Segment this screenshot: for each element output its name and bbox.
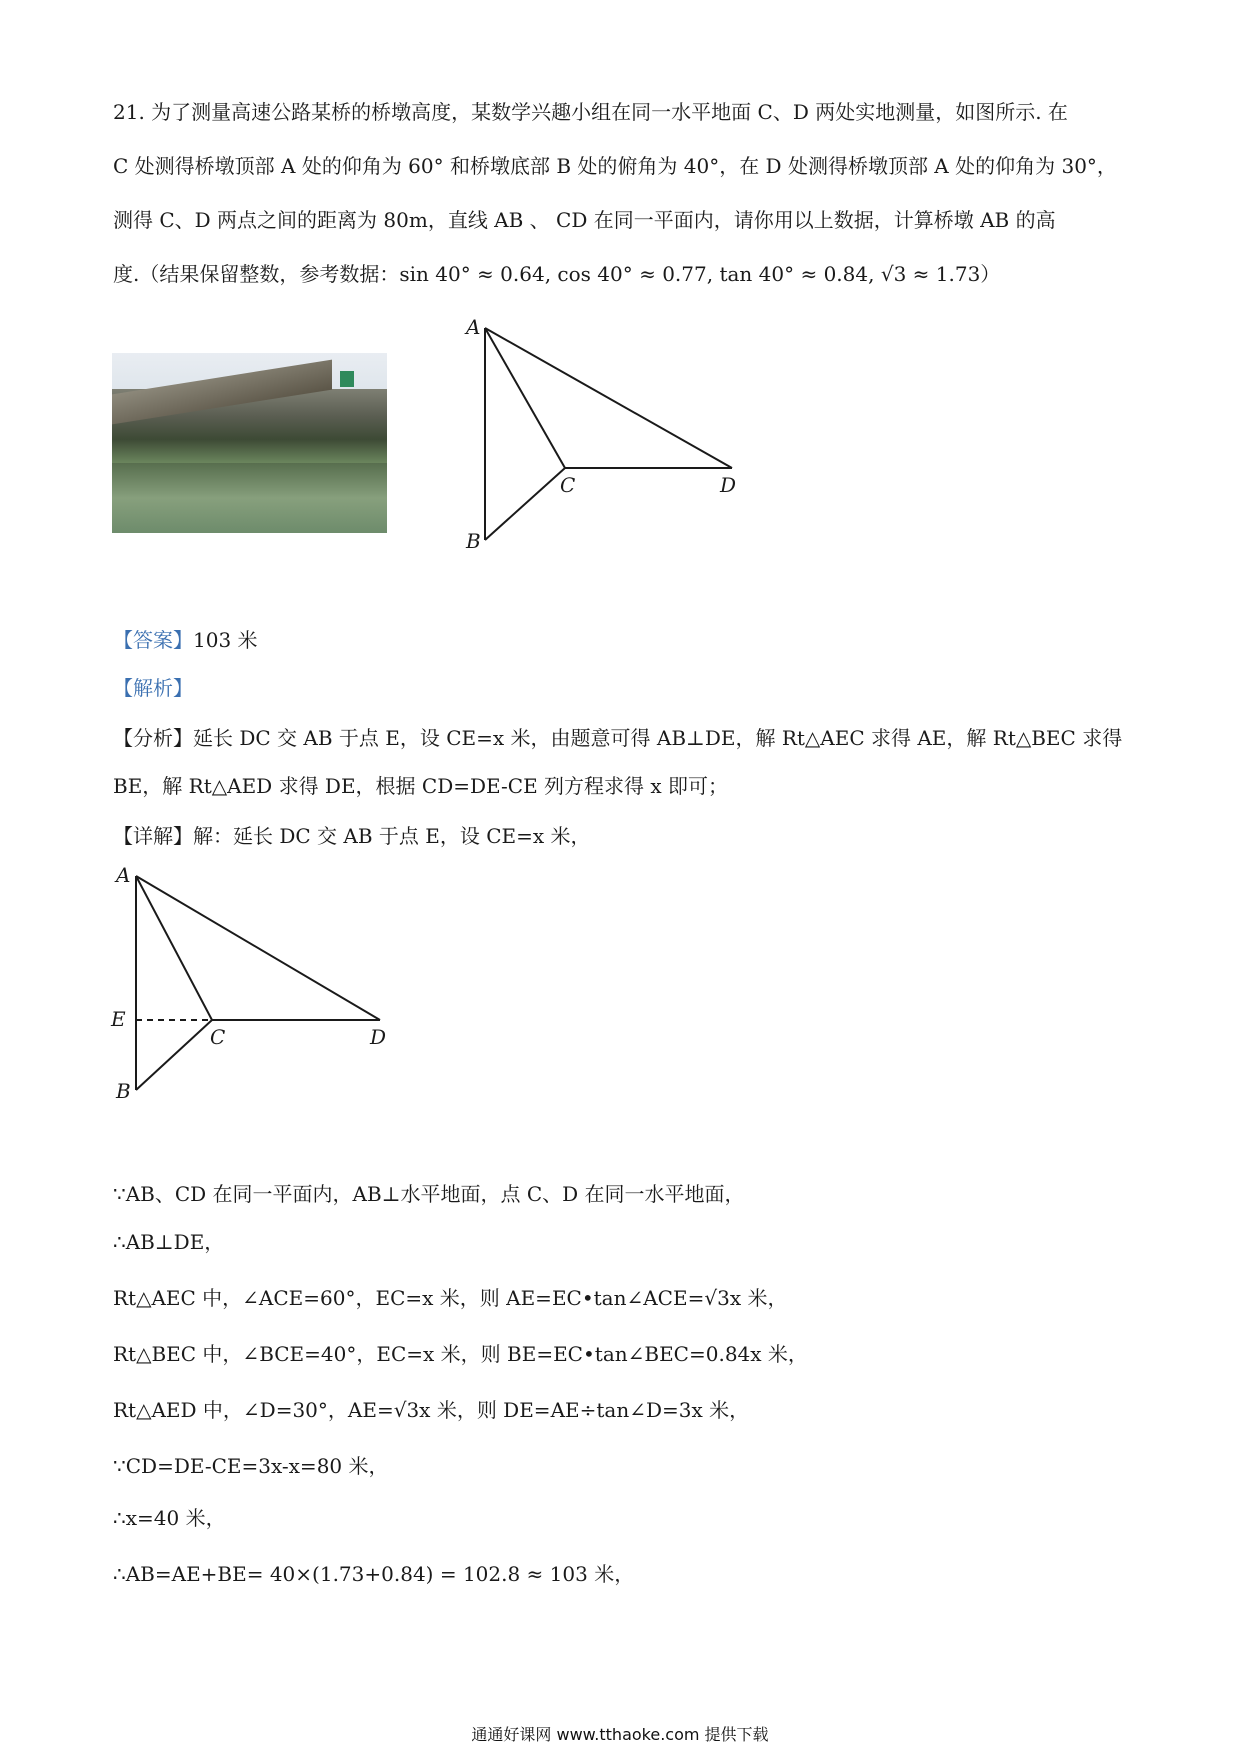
fenxi-line-2: BE，解 Rt△AED 求得 DE，根据 CD=DE-CE 列方程求得 x 即可； — [113, 774, 729, 798]
answer-tag: 【答案】 — [113, 628, 193, 652]
step-5: Rt△AED 中，∠D=30°，AE=√3x 米，则 DE=AE÷tan∠D=3x 米， — [113, 1398, 750, 1422]
step-8: ∴AB=AE+BE= 40×(1.73+0.84) = 102.8 ≈ 103 米， — [113, 1562, 635, 1586]
xiangjie-text: 解：延长 DC 交 AB 于点 E，设 CE=x 米， — [193, 824, 591, 848]
analysis-tag: 【解析】 — [113, 676, 193, 700]
segment-ad — [485, 328, 732, 468]
answer-value: 103 米 — [193, 628, 258, 652]
label-d: D — [370, 1025, 387, 1049]
label-c: C — [560, 473, 576, 497]
question-line-4: 度.（结果保留整数，参考数据：sin 40° ≈ 0.64, cos 40° ≈ 0.77, tan 40° ≈ 0.84, √3 ≈ 1.73） — [113, 262, 1001, 286]
label-c: C — [210, 1025, 226, 1049]
fenxi-line-1 — [113, 722, 1122, 751]
answer-line — [113, 624, 258, 653]
step-2: ∴AB⊥DE， — [113, 1230, 225, 1254]
figure-1-diagram — [450, 310, 750, 560]
label-b: B — [466, 529, 481, 553]
xiangjie-line — [113, 820, 591, 849]
figure-2-diagram — [108, 858, 408, 1118]
step-1: ∵AB、CD 在同一平面内，AB⊥水平地面，点 C、D 在同一水平地面， — [113, 1182, 745, 1206]
fenxi-tag: 【分析】 — [113, 726, 193, 750]
label-b: B — [116, 1079, 131, 1103]
label-e: E — [111, 1007, 126, 1031]
label-d: D — [720, 473, 737, 497]
fenxi-text-1: 延长 DC 交 AB 于点 E，设 CE=x 米，由题意可得 AB⊥DE，解 Rt△AEC 求得 AE，解 Rt△BEC 求得 — [193, 726, 1123, 750]
segment-bc — [136, 1020, 212, 1090]
label-a: A — [116, 863, 131, 887]
label-a: A — [466, 315, 481, 339]
step-7: ∴x=40 米， — [113, 1506, 226, 1530]
segment-bc — [485, 468, 565, 540]
step-4: Rt△BEC 中，∠BCE=40°，EC=x 米，则 BE=EC•tan∠BEC=0.84x 米， — [113, 1342, 808, 1366]
step-6: ∵CD=DE-CE=3x-x=80 米， — [113, 1454, 389, 1478]
segment-ad — [136, 876, 380, 1020]
analysis-heading — [113, 672, 193, 701]
bridge-photo — [112, 353, 387, 533]
water-reflection — [112, 463, 387, 533]
xiangjie-tag: 【详解】 — [113, 824, 193, 848]
segment-ac — [485, 328, 565, 468]
step-3: Rt△AEC 中，∠ACE=60°，EC=x 米，则 AE=EC•tan∠ACE=√3x 米， — [113, 1286, 788, 1310]
bridge-deck — [112, 360, 332, 425]
question-line-2: C 处测得桥墩顶部 A 处的仰角为 60° 和桥墩底部 B 处的俯角为 40°，在 D 处测得桥墩顶部 A 处的仰角为 30°， — [113, 154, 1117, 178]
road-sign — [340, 371, 354, 387]
question-line-1: 21. 为了测量高速公路某桥的桥墩高度，某数学兴趣小组在同一水平地面 C、D 两处实地测量，如图所示. 在 — [113, 100, 1068, 124]
page-footer: 通通好课网 www.tthaoke.com 提供下载 — [471, 1725, 769, 1744]
question-line-3: 测得 C、D 两点之间的距离为 80m，直线 AB 、 CD 在同一平面内，请你用以上数据，计算桥墩 AB 的高 — [113, 208, 1056, 232]
